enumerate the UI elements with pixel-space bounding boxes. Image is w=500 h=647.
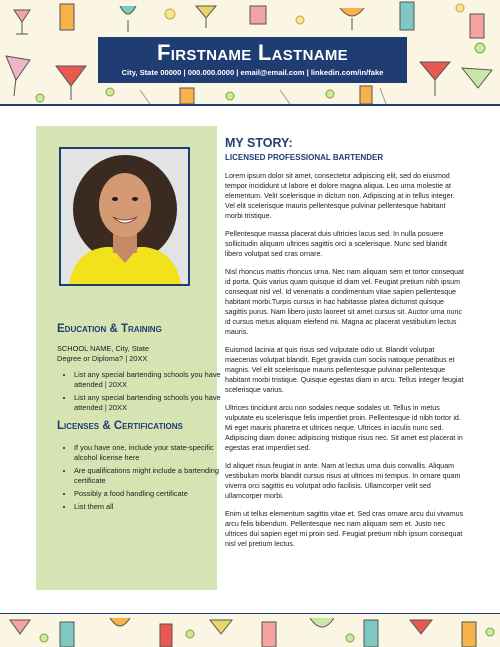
tall-glass-icon xyxy=(400,2,484,38)
bottom-cocktail-pattern xyxy=(0,614,500,647)
story-body xyxy=(225,171,465,557)
straw-icon xyxy=(140,88,386,104)
sidebar-panel xyxy=(36,126,221,590)
degree-line: Degree or Diploma? | 20XX xyxy=(57,354,148,363)
coupe-glass-icon xyxy=(340,8,364,30)
education-heading: Education & Training xyxy=(57,323,162,335)
story-subtitle: LICENSED PROFESSIONAL BARTENDER xyxy=(225,153,384,162)
highball-glass-icon xyxy=(60,4,74,30)
smiling-woman-photo-icon xyxy=(61,149,188,284)
cocktail-glass-icon xyxy=(14,10,30,34)
story-paragraph: Id aliquet risus feugiat in ante. Nam at lectus urna duis convallis. Aliquam vestibulum morbi blandit cursus risus at ultrices mi tempus. In ornare quam viverra orci sagittis eu volutpat odio facilisis. Ullamcorper velit sed ullamcorper morbi. xyxy=(225,462,461,500)
list-item: • Possibly a food handling certificate xyxy=(74,489,224,499)
tumbler-glass-icon xyxy=(250,6,266,24)
story-paragraph: Enim ut tellus elementum sagittis vitae et. Sed cras ornare arcu dui vivamus arcu felis bibendum. Pellentesque nec nam aliquam sem et. Justo nec ultrices dui sapien eget mi proin sed. Feugiat pretium nibh ipsum consequat nisl vel pretium lectus. xyxy=(225,510,464,548)
story-paragraph: Lorem ipsum dolor sit amet, consectetur adipiscing elit, sed do eiusmod tempor incididunt ut labore et dolore magna aliqua. Leo urna molestie at elementum. Velit scelerisque in dictum non. Adipiscing at in tellus integer. Vel elit scelerisque mauris pellentesque pulvinar pellentesque habitant morbi tristique. xyxy=(225,172,455,220)
education-list xyxy=(59,370,224,416)
story-title: MY STORY: xyxy=(225,136,293,150)
list-item: • If you have one, include your state-specific alcohol license here xyxy=(74,443,224,463)
list-item: • List them all xyxy=(74,502,224,512)
story-paragraph: Nisl rhoncus mattis rhoncus urna. Nec nam aliquam sem et tortor consequat id porta. Quis varius quam quisque id diam vel. Feugiat pretium nibh ipsum consequat nisl vel. Id venenatis a condimentum vitae sapien pellentesque habitant morbi.Turpis cursus in hac habitasse platea dictumst quisque sagittis purus. Nam libero justo laoreet sit amet cursus sit. Auctor urna nunc id cursus metus aliquam eleifend mi. Magna ac placerat vestibulum lectus mauris. xyxy=(225,268,464,336)
candidate-name: Firstname Lastname xyxy=(157,40,348,65)
story-paragraph: Pellentesque massa placerat duis ultricies lacus sed. In nulla posuere sollicitudin aliquam ultrices sagittis orci a scelerisque. Nunc sed blandit libero volutpat sed cras ornare. xyxy=(225,230,447,258)
top-divider-rule xyxy=(0,104,500,106)
profile-photo xyxy=(59,147,190,286)
licenses-list xyxy=(59,443,224,515)
wine-glass-icon xyxy=(120,6,136,32)
story-paragraph: Euismod lacinia at quis risus sed vulputate odio ut. Blandit volutpat maecenas volutpat blandit. Eget gravida cum sociis natoque penatibus et magnis. Vel elit scelerisque mauris pellentesque pulvinar pellentesque habitant morbi tristique. Quisque egestas diam in arcu. Tellus integer feugiat scelerisque varius. xyxy=(225,346,464,394)
story-paragraph: Ultrices tincidunt arcu non sodales neque sodales ut. Tellus in metus vulputate eu scelerisque felis imperdiet proin. Pellentesque id nibh tortor id. Mi eget mauris pharetra et ultrices neque. Ultrices in iaculis nunc sed. Adipiscing diam donec adipiscing tristique risus nec. Sit amet est placerat in egestas erat imperdiet sed. xyxy=(225,404,463,452)
licenses-heading: Licenses & Certifications xyxy=(57,420,183,432)
list-item: • List any special bartending schools you have attended | 20XX xyxy=(74,370,224,390)
name-banner xyxy=(98,37,407,83)
list-item: • List any special bartending schools you have attended | 20XX xyxy=(74,393,224,413)
martini-glass-icon xyxy=(196,6,216,28)
list-item: • Are qualifications might include a bartending certificate xyxy=(74,466,224,486)
cocktail-glass-pattern-icon xyxy=(0,614,500,647)
school-name-line: SCHOOL NAME, City, State xyxy=(57,344,149,353)
contact-line: City, State 00000 | 000.000.0000 | email@email.com | linkedin.com/in/fake xyxy=(121,68,384,77)
